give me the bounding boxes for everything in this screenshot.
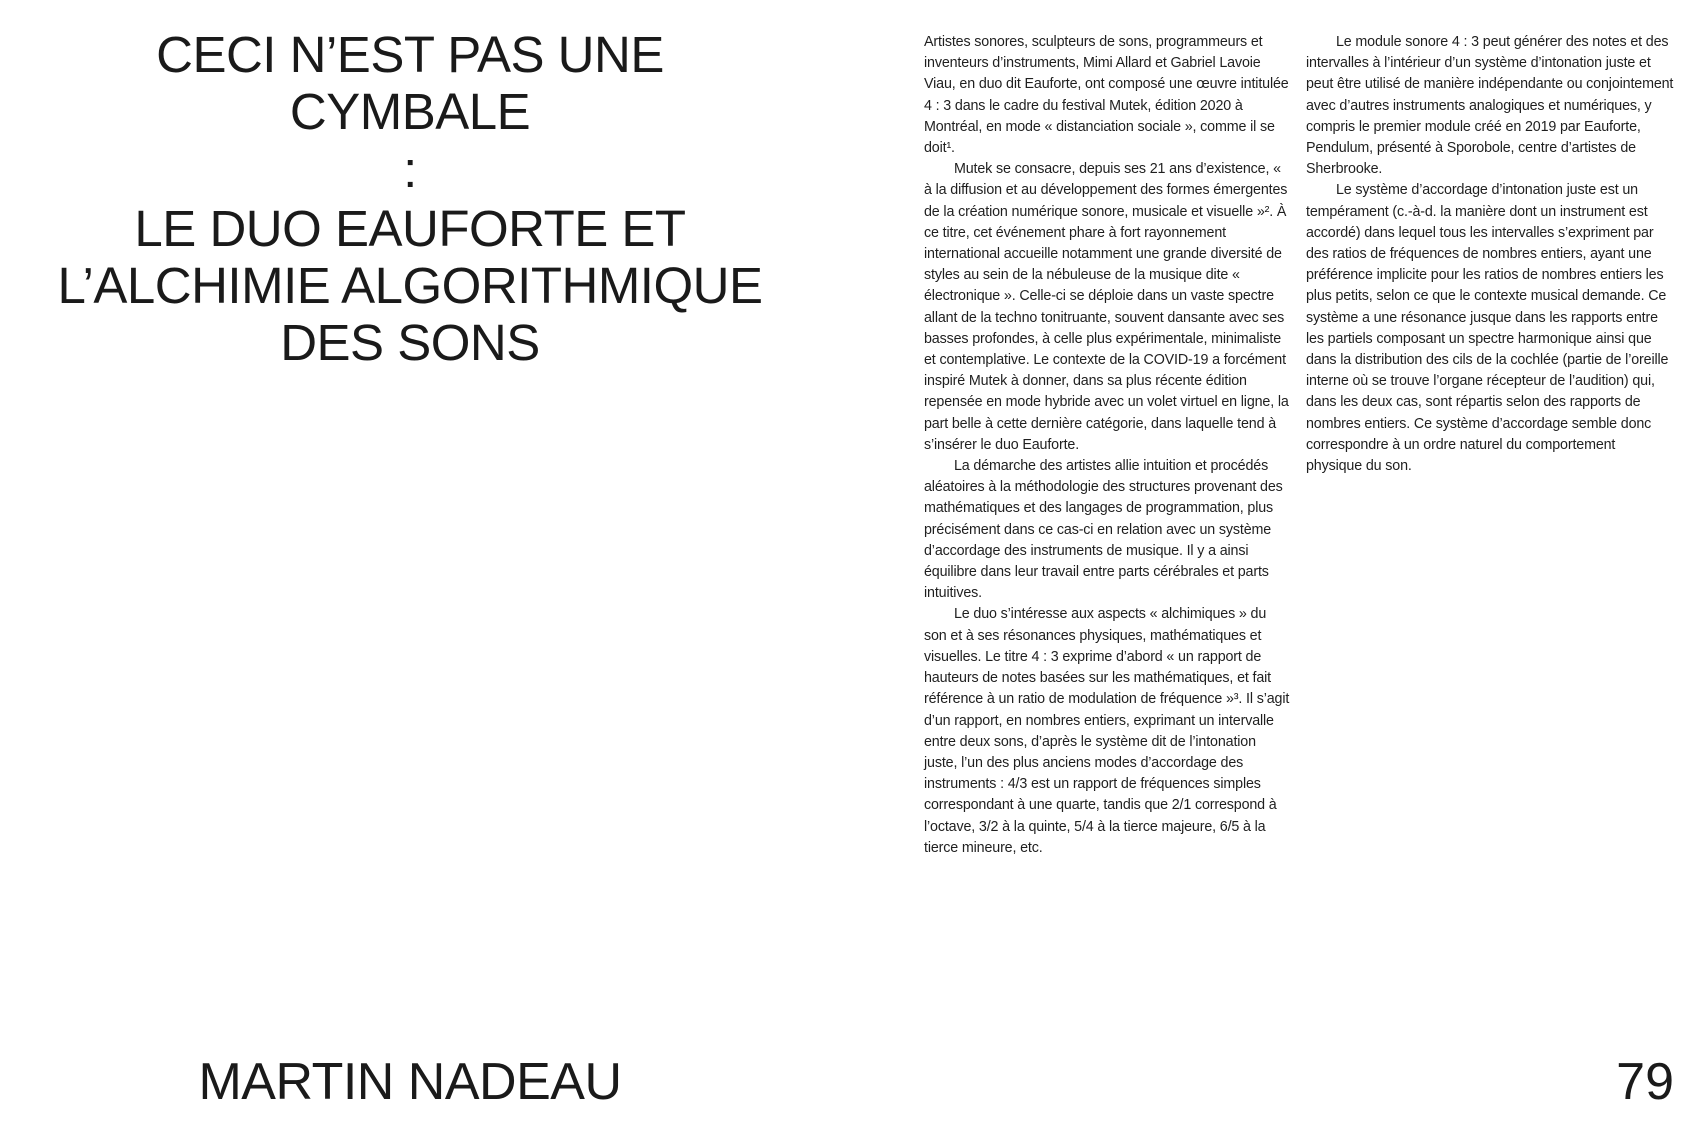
paragraph: La démarche des artistes allie intuition et procédés aléatoires à la méthodologie des structures provenant des mathématiques et des langages de programmation, plus précisément dans ce cas-ci en relation avec un système d’accordage des instruments de musique. Il y a ainsi équilibre dans leur travail entre parts cérébrales et parts intuitives. [924,458,1283,602]
paragraph: Le duo s’intéresse aux aspects « alchimiques » du son et à ses résonances physiques, mathématiques et visuelles. Le titre 4 : 3 exprime d’abord « un rapport de hauteurs de notes basées sur les mathématiques, et fait référence à un ratio de modulation de fréquence »³. Il s’agit d’un rapport, en nombres entiers, exprimant un intervalle entre deux sons, d’après le système dit de l’intonation juste, l’un des plus anciens modes d’accordage des instruments : 4/3 est un rapport de fréquences simples correspondant à une quarte, tandis que 2/1 correspond à l’octave, 3/2 à la quinte, 5/4 à la tierce majeure, 6/5 à la tierce mineure, etc. [924,606,1290,856]
text-column-2 [1306,32,1674,477]
paragraph: Mutek se consacre, depuis ses 21 ans d’existence, « à la diffusion et au développement des formes émergentes de la création numérique sonore, musicale et visuelle »². À ce titre, cet événement phare à fort rayonnement international accueille notamment une grande diversité de styles au sein de la nébuleuse de la musique dite « électronique ». Celle-ci se déploie dans un vaste spectre allant de la techno tonitruante, souvent dansante avec ses basses profondes, à celle plus expérimentale, minimaliste et contemplative. Le contexte de la COVID-19 a forcément inspiré Mutek à donner, dans sa plus récente édition repensée en mode hybride avec un volet virtuel en ligne, la part belle à cette dernière catégorie, dans laquelle tend à s’insérer le duo Eauforte. [924,161,1289,453]
text-column-1 [924,32,1292,859]
author-name: MARTIN NADEAU [198,1053,622,1111]
article-title [40,26,780,371]
right-page [820,0,1696,1135]
left-page [0,0,820,1135]
title-line: CECI N’EST PAS UNE [156,26,664,83]
title-line: L’ALCHIMIE ALGORITHMIQUE [57,257,763,314]
paragraph: Artistes sonores, sculpteurs de sons, programmeurs et inventeurs d’instruments, Mimi Allard et Gabriel Lavoie Viau, en duo dit Eauforte, ont composé une œuvre intitulée 4 : 3 dans le cadre du festival Mutek, édition 2020 à Montréal, en mode « distanciation sociale », comme il se doit¹. [924,34,1289,157]
paragraph: Le module sonore 4 : 3 peut générer des notes et des intervalles à l’intérieur d’un système d’intonation juste et peut être utilisé de manière indépendante ou conjointement avec d’autres instruments analogiques et numériques, y compris le premier module créé en 2019 par Eauforte, Pendulum, présenté à Sporobole, centre d’artistes de Sherbrooke. [1306,34,1674,178]
page-number: 79 [1616,1053,1674,1111]
title-line: CYMBALE [289,83,531,140]
title-line: DES SONS [280,314,540,371]
title-line: LE DUO EAUFORTE ET [134,200,686,257]
title-line: : [403,141,417,198]
paragraph: Le système d’accordage d’intonation juste est un tempérament (c.-à-d. la manière dont un instrument est accordé) dans lequel tous les intervalles s’expriment par des ratios de fréquences de nombres entiers, ayant une préférence implicite pour les ratios de nombres entiers les plus petits, selon ce que le contexte musical demande. Ce système a une résonance jusque dans les rapports entre les partiels composant un spectre harmonique ainsi que dans la distribution des cils de la cochlée (partie de l’oreille interne où se trouve l’organe récepteur de l’audition) qui, dans les deux cas, sont répartis selon des rapports de nombres entiers. Ce système d’accordage semble donc correspondre à un ordre naturel du comportement physique du son. [1306,182,1669,475]
